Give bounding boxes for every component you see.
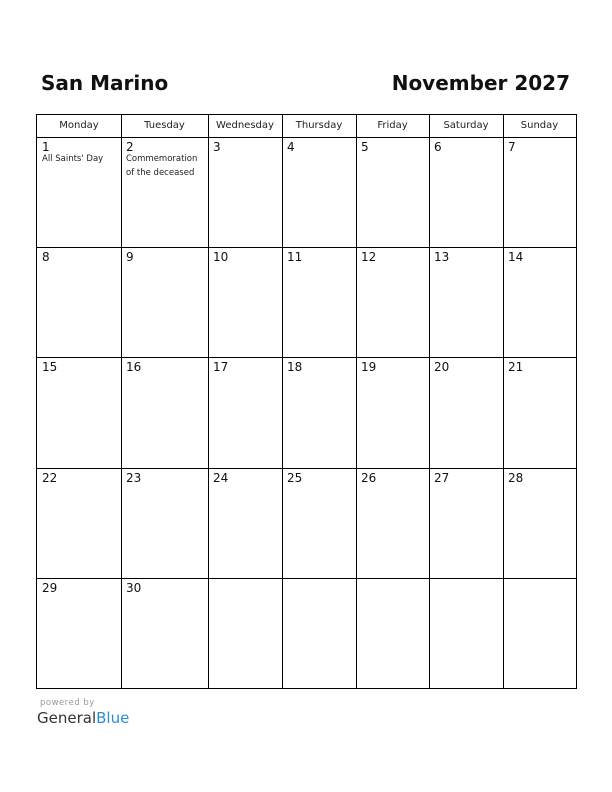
calendar-grid — [36, 114, 577, 689]
holiday-all-saints-day: All Saints' Day — [42, 154, 104, 164]
day-number: 29 — [42, 581, 58, 595]
day-number: 30 — [126, 581, 142, 595]
day-number: 4 — [287, 140, 295, 154]
day-number: 5 — [361, 140, 369, 154]
day-number: 7 — [508, 140, 516, 154]
day-number: 12 — [361, 250, 377, 264]
weekday-header-monday: Monday — [59, 120, 99, 131]
day-number: 17 — [213, 360, 229, 374]
day-number: 11 — [287, 250, 303, 264]
grid-vline — [356, 115, 357, 688]
day-number: 2 — [126, 140, 134, 154]
weekday-header-wednesday: Wednesday — [216, 120, 274, 131]
grid-vline — [429, 115, 430, 688]
grid-hline — [37, 357, 576, 358]
day-number: 27 — [434, 471, 450, 485]
day-number: 19 — [361, 360, 377, 374]
weekday-header-tuesday: Tuesday — [144, 120, 185, 131]
grid-hline — [37, 137, 576, 138]
day-number: 24 — [213, 471, 229, 485]
holiday-commemoration-line2: of the deceased — [126, 168, 195, 178]
grid-hline — [37, 468, 576, 469]
powered-by-label: powered by — [40, 698, 95, 708]
day-number: 28 — [508, 471, 524, 485]
day-number: 21 — [508, 360, 524, 374]
day-number: 20 — [434, 360, 450, 374]
day-number: 14 — [508, 250, 524, 264]
generalblue-logo[interactable] — [37, 708, 129, 728]
month-title: November 2027 — [391, 71, 570, 95]
day-number: 9 — [126, 250, 134, 264]
day-number: 23 — [126, 471, 142, 485]
weekday-header-sunday: Sunday — [520, 120, 559, 131]
country-title: San Marino — [41, 71, 169, 95]
grid-vline — [282, 115, 283, 688]
grid-vline — [121, 115, 122, 688]
weekday-header-saturday: Saturday — [443, 120, 489, 131]
day-number: 18 — [287, 360, 303, 374]
weekday-header-thursday: Thursday — [295, 120, 343, 131]
day-number: 16 — [126, 360, 142, 374]
holiday-commemoration-line1: Commemoration — [126, 154, 198, 164]
grid-vline — [208, 115, 209, 688]
day-number: 1 — [42, 140, 50, 154]
day-number: 26 — [361, 471, 377, 485]
grid-hline — [37, 247, 576, 248]
day-number: 8 — [42, 250, 50, 264]
day-number: 13 — [434, 250, 450, 264]
brand-blue-text: Blue — [96, 709, 130, 727]
day-number: 25 — [287, 471, 303, 485]
grid-vline — [503, 115, 504, 688]
day-number: 15 — [42, 360, 58, 374]
day-number: 3 — [213, 140, 221, 154]
day-number: 6 — [434, 140, 442, 154]
day-number: 10 — [213, 250, 229, 264]
day-number: 22 — [42, 471, 58, 485]
weekday-header-friday: Friday — [377, 120, 408, 131]
grid-hline — [37, 578, 576, 579]
brand-general-text: General — [37, 709, 97, 727]
